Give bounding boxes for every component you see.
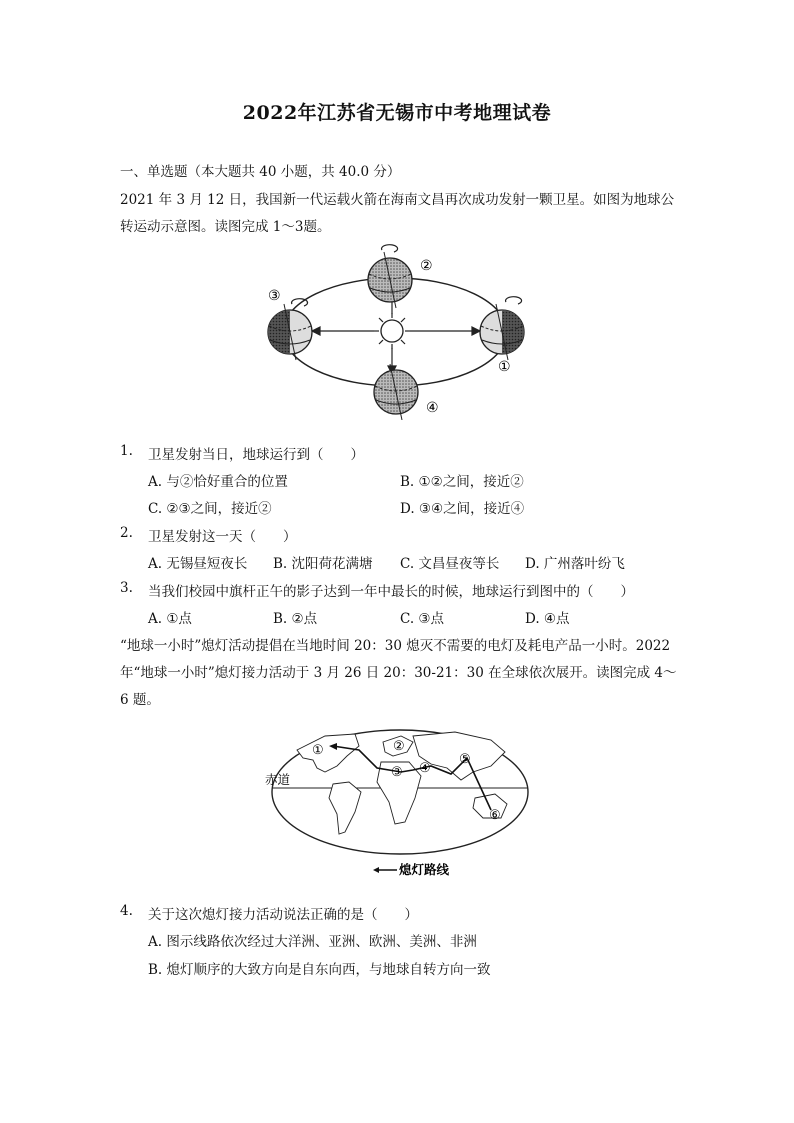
q2-option-b: B. 沈阳荷花满塘 [273,556,373,572]
passage2-line1: “地球一小时”熄灯活动提倡在当地时间 20：30 熄灭不需要的电灯及耗电产品一小时。2022 [120,638,671,654]
q3-stem: 当我们校园中旗杆正午的影子达到一年中最长的时候，地球运行到图中的（ ） [148,584,634,600]
q1-option-a: A. 与②恰好重合的位置 [148,474,288,490]
q1-option-d: D. ③④之间，接近④ [400,501,525,517]
earth-position-4 [374,364,418,420]
orbit-label-4: ④ [426,400,439,416]
q4-option-b: B. 熄灯顺序的大致方向是自东向西，与地球自转方向一致 [148,962,491,978]
q2-option-c: C. 文昌昼夜等长 [400,556,500,572]
map-marker-1: ① [312,743,324,758]
passage1-line2: 转运动示意图。读图完成 1～3题。 [120,219,331,235]
q1-number: 1. [120,443,133,459]
earth-orbit-diagram [250,240,550,420]
q3-number: 3. [120,580,133,596]
q1-option-c: C. ②③之间，接近② [148,501,272,517]
q2-option-d: D. 广州落叶纷飞 [525,556,625,572]
q3-option-c: C. ③点 [400,611,445,627]
q3-option-a: A. ①点 [148,611,192,627]
sun [374,313,410,349]
q4-number: 4. [120,903,133,919]
q2-number: 2. [120,525,133,541]
map-marker-4: ④ [419,761,431,776]
route-legend-label: 熄灯路线 [399,862,450,877]
orbit-label-2: ② [420,258,433,274]
q3-option-d: D. ④点 [525,611,570,627]
q2-stem: 卫星发射这一天（ ） [148,529,297,545]
exam-title: 2022年江苏省无锡市中考地理试卷 [242,102,552,124]
map-marker-5: ⑤ [459,752,471,767]
map-marker-3: ③ [391,765,403,780]
q3-option-b: B. ②点 [273,611,318,627]
q1-option-b: B. ①②之间，接近② [400,474,524,490]
passage2-line3: 6 题。 [120,692,160,708]
q4-option-a: A. 图示线路依次经过大洋洲、亚洲、欧洲、美洲、非洲 [148,934,477,950]
q2-option-a: A. 无锡昼短夜长 [148,556,248,572]
q4-stem: 关于这次熄灯接力活动说法正确的是（ ） [148,907,418,923]
map-marker-2: ② [393,739,405,754]
q1-stem: 卫星发射当日，地球运行到（ ） [148,447,364,463]
equator-label: 赤道 [265,772,291,787]
orbit-label-3: ③ [268,288,281,304]
earth-position-3 [268,299,312,360]
section-header: 一、单选题（本大题共 40 小题，共 40.0 分） [120,164,401,180]
passage2-line2: 年“地球一小时”熄灯接力活动于 3 月 26 日 20：30-21：30 在全球依次展开。读图完成 4～ [120,665,677,681]
earth-position-1 [480,297,524,360]
orbit-label-1: ① [498,359,511,375]
earth-position-2 [368,245,412,308]
earth-hour-route-map [255,722,545,882]
map-marker-6: ⑥ [489,808,501,823]
passage1-line1: 2021 年 3 月 12 日，我国新一代运载火箭在海南文昌再次成功发射一颗卫星。如图为地球公 [120,192,675,208]
